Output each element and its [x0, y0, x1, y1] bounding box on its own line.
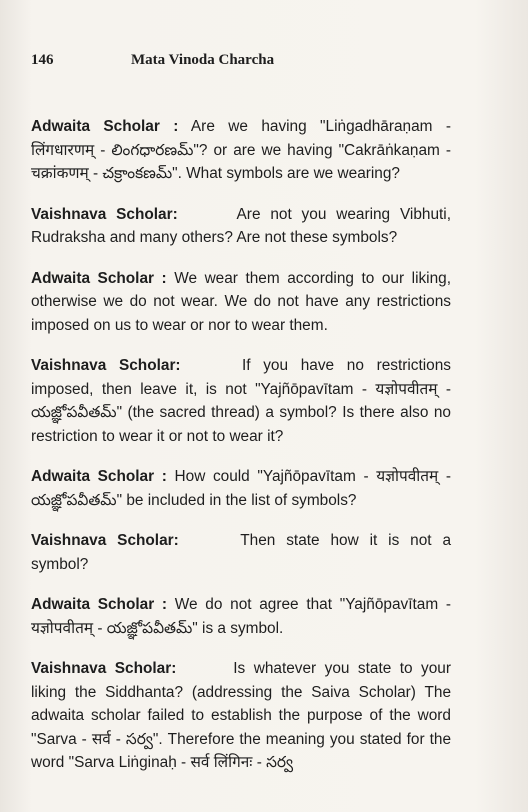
- paragraph-text: We wear them according to our liking, otherwise we do not wear. We do not have any restrictions imposed on us to wear or nor to wear them.: [31, 269, 452, 334]
- paragraph-text: Are we having "Liṅgadhāraṇam - लिंगधारणम् - లింగధారణమ్"? or are we having "Cakrāṅkaṇam - चक्रांकणम् - చక్రాంకణమ్". What symbols are we wearing?: [31, 118, 451, 182]
- dialogue-paragraph: [31, 354, 451, 448]
- paragraph-text: Are not you wearing Vibhuti, Rudraksha and many others? Are not these symbols?: [31, 205, 451, 246]
- speaker-label: Adwaita Scholar :: [31, 596, 168, 613]
- dialogue-paragraph: [31, 267, 451, 338]
- dialogue-paragraph: [31, 593, 451, 640]
- speaker-label: Adwaita Scholar :: [31, 269, 167, 287]
- paragraph-text: Then state how it is not a symbol?: [31, 532, 452, 573]
- running-title: Mata Vinoda Charcha: [131, 52, 275, 68]
- dialogue-paragraph: [31, 115, 451, 186]
- dialogue-paragraph: [31, 657, 451, 775]
- dialogue-paragraph: [31, 529, 451, 576]
- speaker-label: Adwaita Scholar :: [31, 468, 167, 485]
- paragraph-text: Is whatever you state to your liking the Siddhanta? (addressing the Saiva Scholar) The adwaita scholar failed to establish the purpose of the word "Sarva - सर्व - సర్వ". Therefore the meaning you stated for the word "Sarva Liṅginaḥ - सर्व लिंगिनः - సర్వ: [31, 660, 451, 771]
- speaker-label: Vaishnava Scholar:: [31, 205, 178, 223]
- paragraph-text: We do not agree that "Yajñōpavītam - यज्ञोपवीतम् - యజ్ఞోపవీతమ్" is a symbol.: [31, 596, 452, 637]
- speaker-label: Vaishnava Scholar:: [31, 532, 179, 549]
- speaker-label: Adwaita Scholar :: [31, 118, 179, 135]
- paragraph-text: How could "Yajñōpavītam - यज्ञोपवीतम् - యజ్ఞోపవీతమ్" be included in the list of symbols?: [31, 468, 452, 509]
- dialogue-body: [31, 115, 451, 792]
- dialogue-paragraph: [31, 203, 451, 250]
- paragraph-text: If you have no restrictions imposed, then leave it, is not "Yajñōpavītam - यज्ञोपवीतम् - యజ్ఞోపవీతమ్" (the sacred thread) a symbol? Is there also no restriction to wear it or not to wear it?: [31, 357, 451, 445]
- speaker-label: Vaishnava Scholar:: [31, 357, 181, 374]
- dialogue-paragraph: [31, 465, 451, 512]
- page-number: 146: [31, 52, 54, 68]
- speaker-label: Vaishnava Scholar:: [31, 660, 177, 677]
